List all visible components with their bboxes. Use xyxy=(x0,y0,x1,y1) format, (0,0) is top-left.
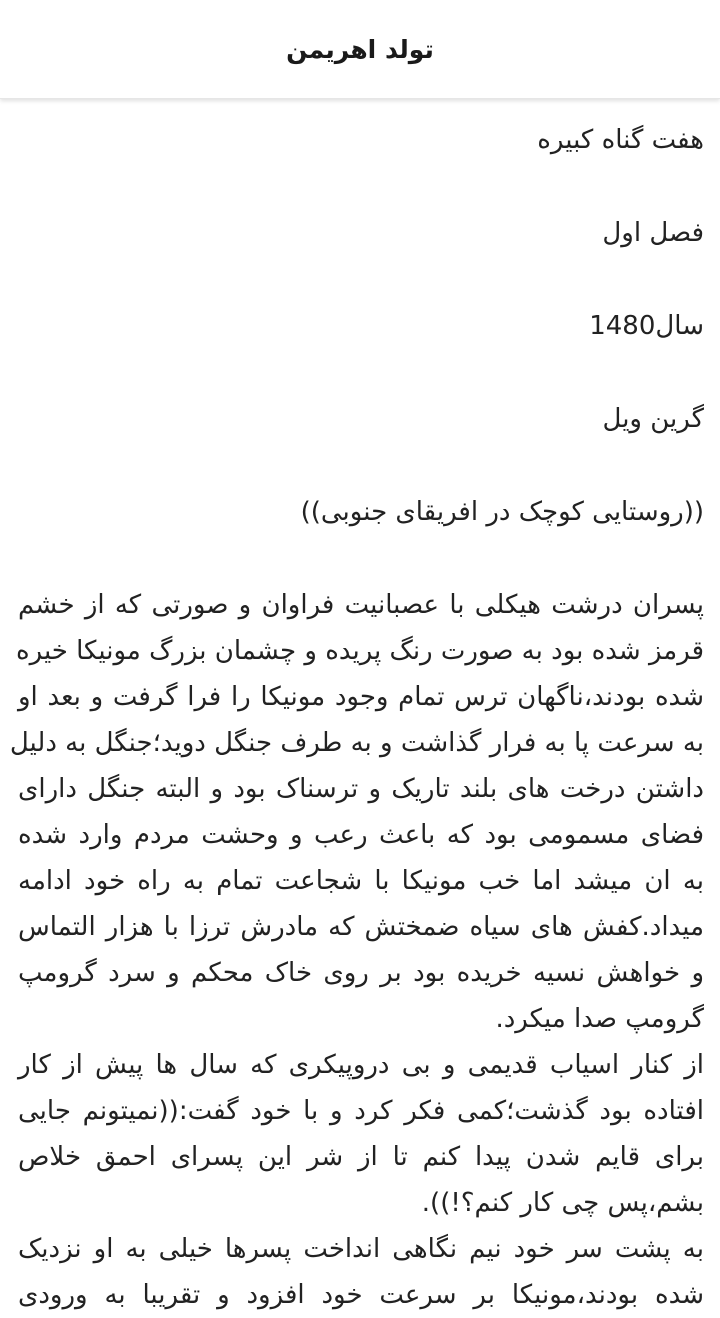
paragraph-line: به سرعت پا به فرار گذاشت و به طرف جنگل دوید؛جنگل به دلیل xyxy=(9,728,704,758)
story-text xyxy=(0,99,720,1318)
app-bar xyxy=(0,0,720,99)
paragraph-line: به پشت سر خود نیم نگاهی انداخت پسرها خیلی به او نزدیک xyxy=(18,1234,704,1264)
chapter-line: فصل اول xyxy=(602,218,704,248)
paragraph-line: شده بودند،مونیکا بر سرعت خود افزود و تقریبا به ورودی xyxy=(18,1280,704,1310)
paragraph-line: افتاده بود گذشت؛کمی فکر کرد و با خود گفت:((نمیتونم جایی xyxy=(18,1096,704,1126)
paragraph-line: قرمز شده بود به صورت رنگ پریده و چشمان بزرگ مونیکا خیره xyxy=(15,636,704,666)
paragraph-line: گرومپ صدا میکرد. xyxy=(495,1004,704,1034)
reader-content[interactable] xyxy=(0,99,720,1310)
page-title: تولد اهریمن xyxy=(286,34,434,64)
paragraph-line: به ان میشد اما خب مونیکا با شجاعت تمام به راه خود ادامه xyxy=(18,866,704,896)
place-description-line: ((روستایی کوچک در افریقای جنوبی)) xyxy=(300,497,704,527)
year-line: سال1480 xyxy=(589,311,704,341)
place-line: گرین ویل xyxy=(602,404,704,434)
paragraph-line: بشم،پس چی کار کنم؟!)). xyxy=(421,1188,704,1218)
paragraph-line: پسران درشت هیکلی با عصبانیت فراوان و صورتی که از خشم xyxy=(18,590,704,620)
paragraph-line: از کنار اسیاب قدیمی و بی دروپیکری که سال ها پیش از کار xyxy=(18,1050,704,1080)
paragraph-line: برای قایم شدن پیدا کنم تا از شر این پسرای احمق خلاص xyxy=(18,1142,704,1172)
paragraph-1 xyxy=(9,582,704,1042)
paragraph-line: داشتن درخت های بلند تاریک و ترسناک بود و البته جنگل دارای xyxy=(18,774,704,804)
paragraph-line: فضای مسمومی بود که باعث رعب و وحشت مردم وارد شده xyxy=(18,820,704,850)
paragraph-line: شده بودند،ناگهان ترس تمام وجود مونیکا را فرا گرفت و بعد او xyxy=(18,682,704,712)
book-title-line: هفت گناه کبیره xyxy=(537,125,704,155)
paragraph-line: و خواهش نسیه خریده بود بر روی خاک محکم و سرد گرومپ xyxy=(18,958,704,988)
paragraph-line: میداد.کفش های سیاه ضمختش که مادرش ترزا با هزار التماس xyxy=(18,912,704,942)
paragraph-2 xyxy=(18,1042,704,1318)
